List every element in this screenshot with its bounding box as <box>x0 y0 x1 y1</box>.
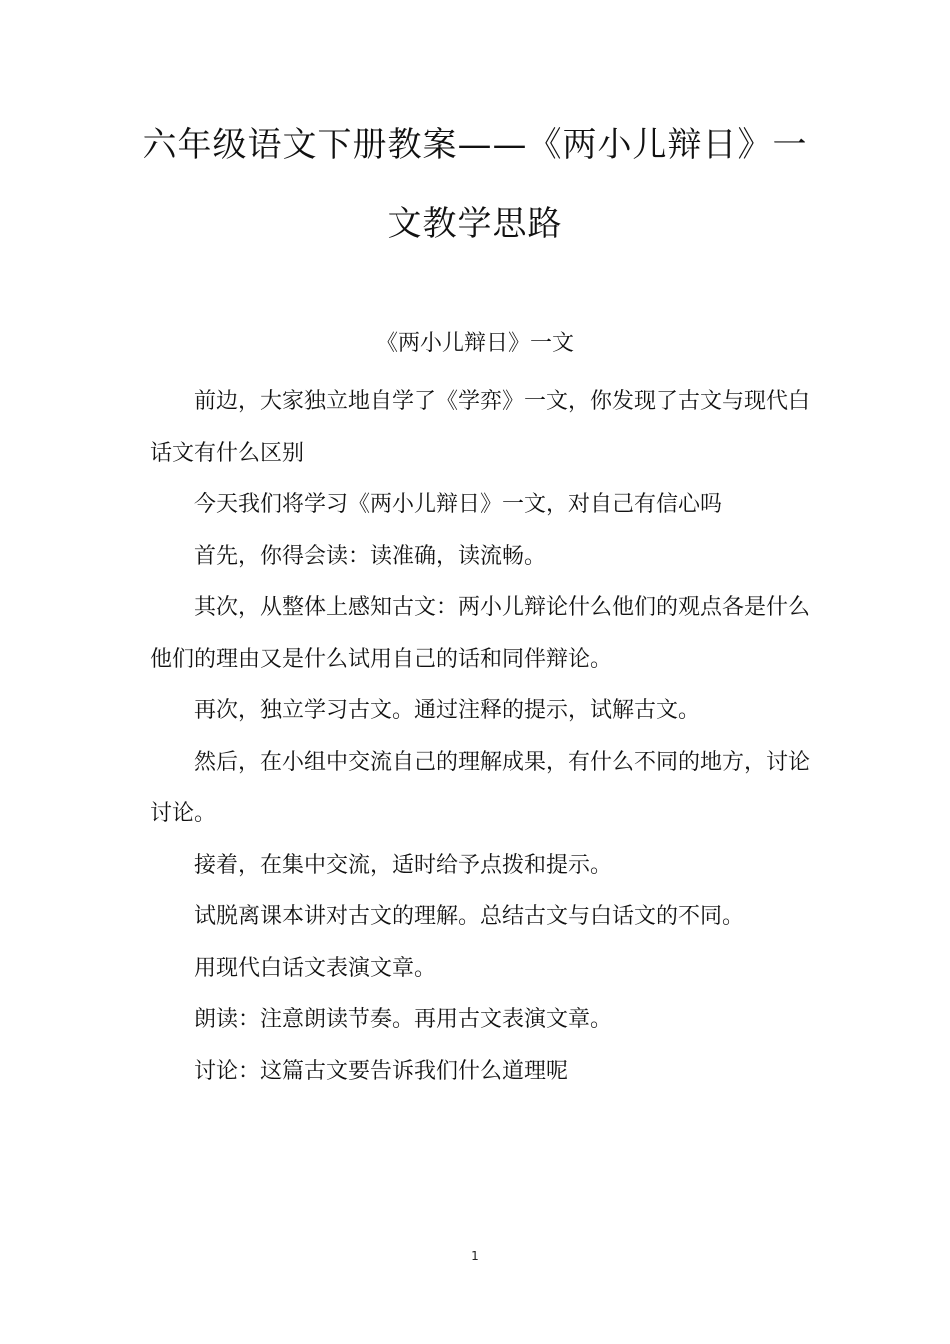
paragraph-11: 讨论：这篇古文要告诉我们什么道理呢 <box>194 1058 569 1084</box>
paragraph-4: 其次，从整体上感知古文：两小儿辩论什么他们的观点各是什么他们的理由又是什么试用自己的话和同伴辩论。 <box>150 595 811 672</box>
paragraph-6: 然后，在小组中交流自己的理解成果，有什么不同的地方，讨论讨论。 <box>150 749 811 826</box>
paragraph-3: 首先，你得会读：读准确，读流畅。 <box>194 543 547 569</box>
page-number: 1 <box>471 1249 479 1263</box>
paragraph-10: 朗读：注意朗读节奏。再用古文表演文章。 <box>194 1007 613 1032</box>
document-body <box>150 376 810 1097</box>
document-title-line-1: 六年级语文下册教案——《两小儿辩日》一 <box>142 125 808 165</box>
document-subtitle: 《两小儿辩日》一文 <box>375 331 574 356</box>
paragraph-7: 接着，在集中交流，适时给予点拨和提示。 <box>194 852 613 878</box>
paragraph-9: 用现代白话文表演文章。 <box>194 955 437 981</box>
paragraph-5: 再次，独立学习古文。通过注释的提示，试解古文。 <box>194 698 701 723</box>
document-title-line-2: 文教学思路 <box>387 204 563 244</box>
paragraph-8: 试脱离课本讲对古文的理解。总结古文与白话文的不同。 <box>194 904 745 929</box>
paragraph-1: 前边，大家独立地自学了《学弈》一文，你发现了古文与现代白话文有什么区别 <box>150 389 811 466</box>
paragraph-2: 今天我们将学习《两小儿辩日》一文，对自己有信心吗 <box>194 492 723 517</box>
